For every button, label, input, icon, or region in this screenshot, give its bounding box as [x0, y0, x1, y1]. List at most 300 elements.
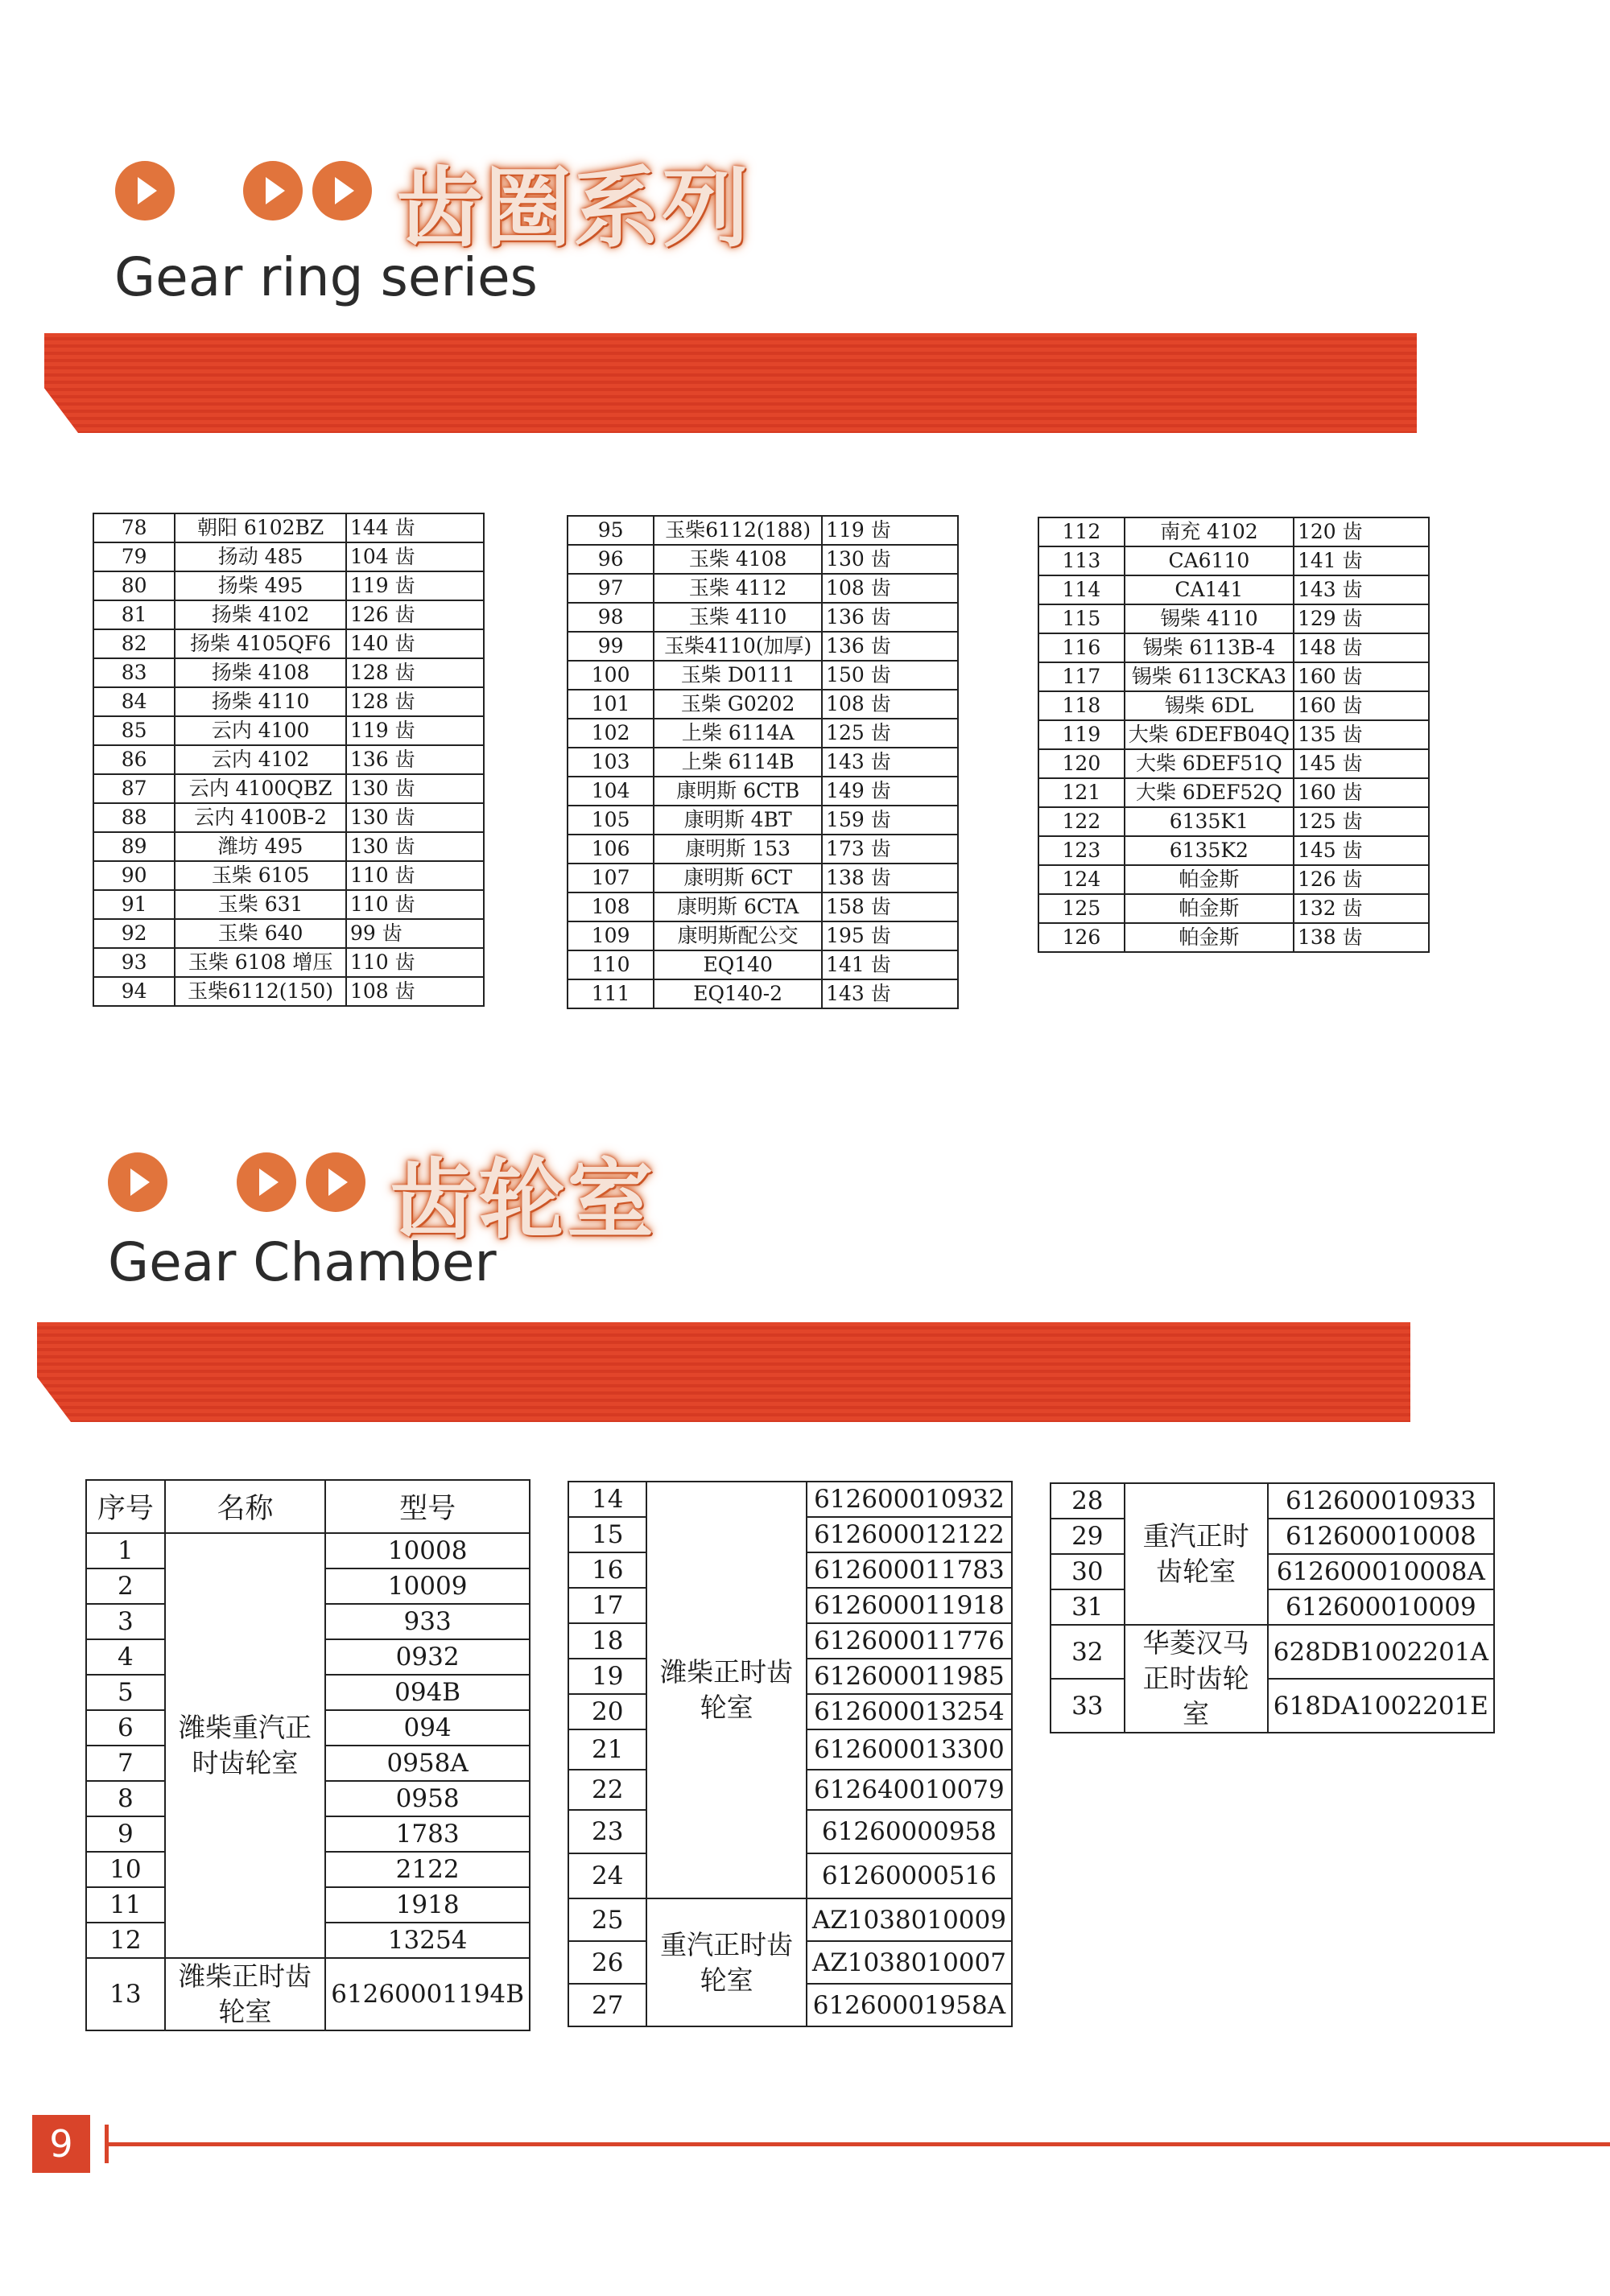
- tooth-count: 143 齿: [1294, 575, 1429, 604]
- engine-model: EQ140: [654, 950, 822, 979]
- row-number: 89: [93, 832, 175, 861]
- row-number: 14: [568, 1482, 646, 1517]
- engine-model: 锡柴 4110: [1125, 604, 1294, 633]
- tooth-count: 138 齿: [1294, 923, 1429, 952]
- engine-model: 扬柴 4102: [175, 600, 346, 629]
- section-banner: [44, 333, 1417, 433]
- row-number: 83: [93, 658, 175, 687]
- table-row: [93, 774, 484, 803]
- row-number: 10: [86, 1852, 165, 1887]
- row-number: 30: [1051, 1554, 1125, 1589]
- engine-model: 康明斯 6CTA: [654, 892, 822, 921]
- row-number: 88: [93, 803, 175, 832]
- table-row: [1051, 1679, 1494, 1733]
- table-row: [93, 890, 484, 919]
- row-number: 103: [568, 748, 654, 777]
- table-row: [568, 719, 958, 748]
- tooth-count: 144 齿: [346, 513, 484, 542]
- row-number: 92: [93, 919, 175, 948]
- table-row: [568, 632, 958, 661]
- part-name: 潍柴正时齿轮室: [646, 1482, 806, 1898]
- table-row: [1038, 662, 1429, 691]
- row-number: 8: [86, 1781, 165, 1816]
- table-row: [93, 687, 484, 716]
- tooth-count: 129 齿: [1294, 604, 1429, 633]
- row-number: 80: [93, 571, 175, 600]
- part-number: 0958: [325, 1781, 530, 1816]
- engine-model: 玉柴 D0111: [654, 661, 822, 690]
- tooth-count: 173 齿: [822, 835, 958, 864]
- table-row: [568, 1482, 1012, 1517]
- tooth-count: 130 齿: [822, 545, 958, 574]
- part-number: 612600011918: [807, 1588, 1012, 1623]
- tooth-count: 110 齿: [346, 948, 484, 977]
- table-row: [93, 658, 484, 687]
- tooth-count: 136 齿: [822, 603, 958, 632]
- row-number: 11: [86, 1887, 165, 1923]
- tooth-count: 130 齿: [346, 774, 484, 803]
- table-row: [1038, 604, 1429, 633]
- section-title-cn: 齿轮室: [390, 1149, 656, 1251]
- table-row: [568, 806, 958, 835]
- table-row: [568, 748, 958, 777]
- part-number: 2122: [325, 1852, 530, 1887]
- play-bullet-icon: [312, 161, 372, 221]
- gear-ring-table: [1038, 517, 1430, 953]
- part-number: 612600010008A: [1268, 1554, 1494, 1589]
- engine-model: 康明斯 6CT: [654, 864, 822, 892]
- part-number: 612600010008: [1268, 1519, 1494, 1554]
- part-number: 61260001194B: [325, 1958, 530, 2030]
- tooth-count: 148 齿: [1294, 633, 1429, 662]
- engine-model: 玉柴6112(188): [654, 516, 822, 545]
- page-number: 9: [32, 2115, 90, 2173]
- part-number: 612600010932: [807, 1482, 1012, 1517]
- part-number: 094B: [325, 1675, 530, 1710]
- row-number: 18: [568, 1623, 646, 1659]
- part-number: 618DA1002201E: [1268, 1679, 1494, 1733]
- row-number: 98: [568, 603, 654, 632]
- tooth-count: 160 齿: [1294, 691, 1429, 720]
- tooth-count: 130 齿: [346, 803, 484, 832]
- table-row: [568, 864, 958, 892]
- tooth-count: 108 齿: [822, 690, 958, 719]
- tooth-count: 138 齿: [822, 864, 958, 892]
- part-number: 612600013254: [807, 1694, 1012, 1729]
- engine-model: 朝阳 6102BZ: [175, 513, 346, 542]
- part-number: 10009: [325, 1568, 530, 1604]
- tooth-count: 110 齿: [346, 861, 484, 890]
- tooth-count: 141 齿: [1294, 546, 1429, 575]
- table-row: [93, 716, 484, 745]
- part-number: AZ1038010007: [807, 1941, 1012, 1984]
- row-number: 95: [568, 516, 654, 545]
- engine-model: 康明斯 4BT: [654, 806, 822, 835]
- row-number: 3: [86, 1604, 165, 1639]
- row-number: 81: [93, 600, 175, 629]
- row-number: 108: [568, 892, 654, 921]
- part-number: 933: [325, 1604, 530, 1639]
- tooth-count: 143 齿: [822, 979, 958, 1008]
- tooth-count: 140 齿: [346, 629, 484, 658]
- table-row: [93, 629, 484, 658]
- table-row: [568, 661, 958, 690]
- row-number: 21: [568, 1729, 646, 1770]
- table-row: [568, 690, 958, 719]
- row-number: 23: [568, 1810, 646, 1853]
- engine-model: 玉柴 4112: [654, 574, 822, 603]
- table-row: [93, 600, 484, 629]
- part-number: 61260001958A: [807, 1984, 1012, 2026]
- gear-chamber-table: [568, 1481, 1013, 2027]
- engine-model: 扬动 485: [175, 542, 346, 571]
- part-number: 61260000958: [807, 1810, 1012, 1853]
- table-row: [1038, 633, 1429, 662]
- row-number: 26: [568, 1941, 646, 1984]
- engine-model: 上柴 6114A: [654, 719, 822, 748]
- table-row: [1038, 807, 1429, 836]
- engine-model: CA141: [1125, 575, 1294, 604]
- tooth-count: 160 齿: [1294, 778, 1429, 807]
- tooth-count: 195 齿: [822, 921, 958, 950]
- engine-model: 云内 4100: [175, 716, 346, 745]
- part-number: 612600011985: [807, 1659, 1012, 1694]
- tooth-count: 99 齿: [346, 919, 484, 948]
- part-name: 潍柴正时齿轮室: [165, 1958, 325, 2030]
- part-name: 重汽正时齿轮室: [1125, 1483, 1268, 1625]
- part-number: 10008: [325, 1533, 530, 1568]
- engine-model: 扬柴 4108: [175, 658, 346, 687]
- tooth-count: 128 齿: [346, 687, 484, 716]
- table-row: [1051, 1519, 1494, 1554]
- row-number: 93: [93, 948, 175, 977]
- tooth-count: 132 齿: [1294, 894, 1429, 923]
- row-number: 90: [93, 861, 175, 890]
- row-number: 86: [93, 745, 175, 774]
- column-header: 型号: [325, 1480, 530, 1533]
- gear-chamber-table: [1050, 1482, 1495, 1733]
- part-number: 612600010933: [1268, 1483, 1494, 1519]
- play-bullet-icon: [237, 1152, 296, 1212]
- section-title-cn: 齿圈系列: [396, 158, 751, 259]
- part-number: 13254: [325, 1923, 530, 1958]
- row-number: 124: [1038, 865, 1125, 894]
- row-number: 32: [1051, 1625, 1125, 1679]
- row-number: 9: [86, 1816, 165, 1852]
- row-number: 24: [568, 1853, 646, 1898]
- engine-model: 玉柴4110(加厚): [654, 632, 822, 661]
- part-number: 61260000516: [807, 1853, 1012, 1898]
- engine-model: 玉柴 4108: [654, 545, 822, 574]
- row-number: 111: [568, 979, 654, 1008]
- row-number: 12: [86, 1923, 165, 1958]
- gear-chamber-table: [85, 1479, 530, 2031]
- tooth-count: 160 齿: [1294, 662, 1429, 691]
- tooth-count: 119 齿: [346, 571, 484, 600]
- part-number: 1783: [325, 1816, 530, 1852]
- engine-model: 大柴 6DEF52Q: [1125, 778, 1294, 807]
- row-number: 99: [568, 632, 654, 661]
- tooth-count: 149 齿: [822, 777, 958, 806]
- row-number: 114: [1038, 575, 1125, 604]
- engine-model: 大柴 6DEF51Q: [1125, 749, 1294, 778]
- row-number: 115: [1038, 604, 1125, 633]
- tooth-count: 126 齿: [1294, 865, 1429, 894]
- table-row: [568, 835, 958, 864]
- part-name: 华菱汉马正时齿轮室: [1125, 1625, 1268, 1733]
- row-number: 29: [1051, 1519, 1125, 1554]
- part-number: 612640010079: [807, 1770, 1012, 1810]
- row-number: 117: [1038, 662, 1125, 691]
- row-number: 2: [86, 1568, 165, 1604]
- play-bullet-icon: [115, 161, 175, 221]
- row-number: 112: [1038, 517, 1125, 546]
- tooth-count: 136 齿: [822, 632, 958, 661]
- table-row: [568, 574, 958, 603]
- column-header: 序号: [86, 1480, 165, 1533]
- table-row: [1051, 1589, 1494, 1625]
- row-number: 104: [568, 777, 654, 806]
- engine-model: 潍坊 495: [175, 832, 346, 861]
- row-number: 33: [1051, 1679, 1125, 1733]
- engine-model: CA6110: [1125, 546, 1294, 575]
- table-row: [1051, 1625, 1494, 1679]
- tooth-count: 126 齿: [346, 600, 484, 629]
- engine-model: 上柴 6114B: [654, 748, 822, 777]
- table-row: [93, 861, 484, 890]
- row-number: 102: [568, 719, 654, 748]
- row-number: 27: [568, 1984, 646, 2026]
- engine-model: 玉柴6112(150): [175, 977, 346, 1006]
- table-row: [93, 803, 484, 832]
- row-number: 113: [1038, 546, 1125, 575]
- row-number: 97: [568, 574, 654, 603]
- row-number: 13: [86, 1958, 165, 2030]
- engine-model: 康明斯配公交: [654, 921, 822, 950]
- part-number: 612600011776: [807, 1623, 1012, 1659]
- row-number: 22: [568, 1770, 646, 1810]
- engine-model: 锡柴 6113B-4: [1125, 633, 1294, 662]
- column-header: 名称: [165, 1480, 325, 1533]
- row-number: 20: [568, 1694, 646, 1729]
- engine-model: 扬柴 4110: [175, 687, 346, 716]
- table-row: [568, 1898, 1012, 1941]
- part-number: 094: [325, 1710, 530, 1746]
- part-number: 612600011783: [807, 1552, 1012, 1588]
- engine-model: 康明斯 153: [654, 835, 822, 864]
- table-row: [568, 921, 958, 950]
- footer-rule: [108, 2142, 1610, 2146]
- table-row: [1038, 778, 1429, 807]
- section-title-en: Gear Chamber: [108, 1231, 497, 1293]
- row-number: 5: [86, 1675, 165, 1710]
- part-number: 0932: [325, 1639, 530, 1675]
- part-number: 628DB1002201A: [1268, 1625, 1494, 1679]
- table-row: [1038, 720, 1429, 749]
- row-number: 101: [568, 690, 654, 719]
- engine-model: 玉柴 6108 增压: [175, 948, 346, 977]
- tooth-count: 108 齿: [822, 574, 958, 603]
- play-bullet-icon: [108, 1152, 167, 1212]
- engine-model: 帕金斯: [1125, 923, 1294, 952]
- row-number: 120: [1038, 749, 1125, 778]
- engine-model: 扬柴 495: [175, 571, 346, 600]
- row-number: 126: [1038, 923, 1125, 952]
- table-row: [1038, 894, 1429, 923]
- row-number: 118: [1038, 691, 1125, 720]
- engine-model: 康明斯 6CTB: [654, 777, 822, 806]
- row-number: 106: [568, 835, 654, 864]
- row-number: 84: [93, 687, 175, 716]
- engine-model: 大柴 6DEFB04Q: [1125, 720, 1294, 749]
- row-number: 78: [93, 513, 175, 542]
- table-row: [1038, 575, 1429, 604]
- row-number: 122: [1038, 807, 1125, 836]
- row-number: 6: [86, 1710, 165, 1746]
- engine-model: 云内 4100B-2: [175, 803, 346, 832]
- tooth-count: 128 齿: [346, 658, 484, 687]
- row-number: 28: [1051, 1483, 1125, 1519]
- tooth-count: 120 齿: [1294, 517, 1429, 546]
- play-bullet-icon: [243, 161, 303, 221]
- row-number: 31: [1051, 1589, 1125, 1625]
- row-number: 116: [1038, 633, 1125, 662]
- table-row: [568, 777, 958, 806]
- play-bullet-icon: [306, 1152, 365, 1212]
- row-number: 7: [86, 1746, 165, 1781]
- row-number: 121: [1038, 778, 1125, 807]
- row-number: 107: [568, 864, 654, 892]
- table-row: [1051, 1554, 1494, 1589]
- part-number: 612600013300: [807, 1729, 1012, 1770]
- tooth-count: 108 齿: [346, 977, 484, 1006]
- tooth-count: 145 齿: [1294, 836, 1429, 865]
- part-number: 612600010009: [1268, 1589, 1494, 1625]
- table-row: [568, 979, 958, 1008]
- row-number: 119: [1038, 720, 1125, 749]
- engine-model: EQ140-2: [654, 979, 822, 1008]
- table-row: [1038, 865, 1429, 894]
- engine-model: 云内 4102: [175, 745, 346, 774]
- tooth-count: 150 齿: [822, 661, 958, 690]
- engine-model: 玉柴 6105: [175, 861, 346, 890]
- table-row: [1038, 923, 1429, 952]
- gear-ring-table: [567, 515, 959, 1009]
- table-row: [93, 919, 484, 948]
- tooth-count: 130 齿: [346, 832, 484, 861]
- table-row: [568, 545, 958, 574]
- table-row: [1038, 546, 1429, 575]
- tooth-count: 119 齿: [822, 516, 958, 545]
- tooth-count: 158 齿: [822, 892, 958, 921]
- part-number: 1918: [325, 1887, 530, 1923]
- table-row: [568, 950, 958, 979]
- row-number: 79: [93, 542, 175, 571]
- table-row: [93, 571, 484, 600]
- table-row: [1038, 691, 1429, 720]
- row-number: 91: [93, 890, 175, 919]
- tooth-count: 136 齿: [346, 745, 484, 774]
- row-number: 100: [568, 661, 654, 690]
- table-row: [86, 1533, 530, 1568]
- table-row: [568, 603, 958, 632]
- table-row: [1051, 1483, 1494, 1519]
- engine-model: 云内 4100QBZ: [175, 774, 346, 803]
- row-number: 25: [568, 1898, 646, 1941]
- row-number: 125: [1038, 894, 1125, 923]
- row-number: 105: [568, 806, 654, 835]
- part-number: 612600012122: [807, 1517, 1012, 1552]
- tooth-count: 141 齿: [822, 950, 958, 979]
- engine-model: 玉柴 631: [175, 890, 346, 919]
- tooth-count: 135 齿: [1294, 720, 1429, 749]
- tooth-count: 104 齿: [346, 542, 484, 571]
- row-number: 96: [568, 545, 654, 574]
- tooth-count: 159 齿: [822, 806, 958, 835]
- engine-model: 玉柴 4110: [654, 603, 822, 632]
- engine-model: 帕金斯: [1125, 894, 1294, 923]
- table-row: [93, 542, 484, 571]
- row-number: 19: [568, 1659, 646, 1694]
- engine-model: 6135K2: [1125, 836, 1294, 865]
- tooth-count: 119 齿: [346, 716, 484, 745]
- engine-model: 扬柴 4105QF6: [175, 629, 346, 658]
- row-number: 123: [1038, 836, 1125, 865]
- engine-model: 帕金斯: [1125, 865, 1294, 894]
- table-row: [1038, 836, 1429, 865]
- table-row: [568, 892, 958, 921]
- engine-model: 南充 4102: [1125, 517, 1294, 546]
- engine-model: 6135K1: [1125, 807, 1294, 836]
- row-number: 15: [568, 1517, 646, 1552]
- table-row: [93, 513, 484, 542]
- part-number: 0958A: [325, 1746, 530, 1781]
- part-number: AZ1038010009: [807, 1898, 1012, 1941]
- tooth-count: 125 齿: [822, 719, 958, 748]
- engine-model: 锡柴 6DL: [1125, 691, 1294, 720]
- table-row: [93, 832, 484, 861]
- table-row: [568, 516, 958, 545]
- row-number: 1: [86, 1533, 165, 1568]
- row-number: 94: [93, 977, 175, 1006]
- tooth-count: 125 齿: [1294, 807, 1429, 836]
- engine-model: 锡柴 6113CKA3: [1125, 662, 1294, 691]
- row-number: 82: [93, 629, 175, 658]
- gear-ring-table: [93, 513, 485, 1007]
- table-row: [93, 948, 484, 977]
- row-number: 17: [568, 1588, 646, 1623]
- table-row: [1038, 517, 1429, 546]
- row-number: 110: [568, 950, 654, 979]
- part-name: 重汽正时齿轮室: [646, 1898, 806, 2026]
- row-number: 109: [568, 921, 654, 950]
- row-number: 85: [93, 716, 175, 745]
- tooth-count: 143 齿: [822, 748, 958, 777]
- engine-model: 玉柴 640: [175, 919, 346, 948]
- row-number: 4: [86, 1639, 165, 1675]
- part-name: 潍柴重汽正时齿轮室: [165, 1533, 325, 1958]
- table-row: [93, 745, 484, 774]
- table-row: [93, 977, 484, 1006]
- engine-model: 玉柴 G0202: [654, 690, 822, 719]
- table-row: [86, 1958, 530, 2030]
- section-banner: [37, 1322, 1410, 1422]
- row-number: 16: [568, 1552, 646, 1588]
- table-row: [1038, 749, 1429, 778]
- tooth-count: 110 齿: [346, 890, 484, 919]
- section-title-en: Gear ring series: [114, 246, 538, 308]
- tooth-count: 145 齿: [1294, 749, 1429, 778]
